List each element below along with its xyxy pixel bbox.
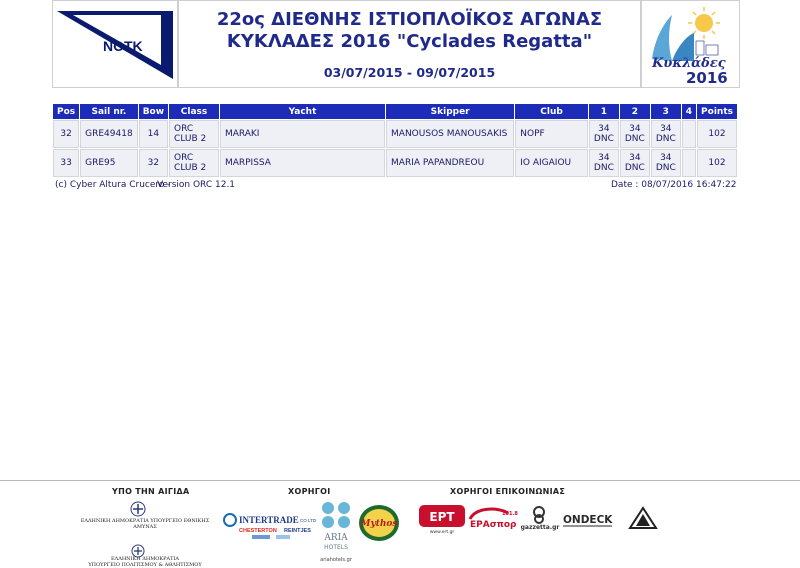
gazzetta-text: gazzetta.gr	[520, 524, 560, 531]
cell-pos: 32	[53, 120, 79, 148]
cell-race-4	[682, 120, 696, 148]
column-header-yacht[interactable]: Yacht	[220, 104, 385, 119]
race-score: 34	[660, 153, 672, 163]
mythos-text: Mythos	[360, 519, 398, 529]
aria-url: ariahotels.gr	[320, 557, 352, 562]
column-header-race-4[interactable]: 4	[682, 104, 696, 119]
race-code: DNC	[624, 163, 645, 173]
cell-race-3	[651, 149, 681, 177]
copyright-text: (c) Cyber Altura Crucero -	[55, 180, 171, 190]
cell-race-4	[682, 149, 696, 177]
cell-sail: GRE49418	[80, 120, 138, 148]
cell-sail: GRE95	[80, 149, 138, 177]
table-header-row	[53, 104, 737, 119]
reintjes-text: REINTJES	[284, 528, 311, 534]
era-text: ΕΡΑσπορ	[470, 520, 517, 530]
hotels-text: HOTELS	[324, 544, 348, 551]
era-sport-logo	[468, 505, 518, 531]
race-code: DNC	[593, 134, 614, 144]
sponsors-divider	[0, 480, 800, 481]
column-header-pos[interactable]: Pos	[53, 104, 79, 119]
column-header-skipper[interactable]: Skipper	[386, 104, 514, 119]
ministry-defence-text: ΕΛΛΗΝΙΚΗ ΔΗΜΟΚΡΑΤΙΑ ΥΠΟΥΡΓΕΙΟ ΕΘΝΙΚΗΣ ΑΜΥΝΑΣ	[80, 518, 210, 530]
report-date: Date : 08/07/2016	[611, 180, 694, 190]
cell-class: ORC CLUB 2	[169, 120, 219, 148]
ministry-culture-line1: ΕΛΛΗΝΙΚΗ ΔΗΜΟΚΡΑΤΙΑ	[110, 556, 180, 562]
cell-bow: 32	[139, 149, 168, 177]
ert-text: ΕΡΤ	[429, 510, 455, 524]
cell-race-2	[620, 120, 650, 148]
gazzetta-logo	[520, 505, 560, 531]
cell-class: ORC CLUB 2	[169, 149, 219, 177]
version-text: Version ORC 12.1	[157, 180, 236, 190]
column-header-race-3[interactable]: 3	[651, 104, 681, 119]
column-header-sail[interactable]: Sail nr.	[80, 104, 138, 119]
race-code: DNC	[624, 134, 645, 144]
race-code: DNC	[655, 134, 676, 144]
cell-club: IO AIGAIOU	[515, 149, 588, 177]
event-dates: 03/07/2015 - 09/07/2015	[323, 65, 496, 80]
ert-url: www.ert.gr	[429, 530, 455, 534]
results-table	[52, 103, 738, 178]
column-header-race-2[interactable]: 2	[620, 104, 650, 119]
race-score: 34	[598, 153, 610, 163]
race-score: 34	[629, 153, 641, 163]
cell-skipper: MANOUSOS MANOUSAKIS	[386, 120, 514, 148]
intertrade-text: INTERTRADE	[239, 515, 299, 525]
page-title-line2: ΚΥΚΛΑΔΕΣ 2016 "Cyclades Regatta"	[226, 31, 593, 52]
cyclades-logo-year: 2016	[686, 69, 728, 87]
table-row	[53, 120, 737, 148]
media-sponsors-label: ΧΟΡΗΓΟΙ ΕΠΙΚΟΙΝΩΝΙΑΣ	[450, 487, 566, 496]
ministry-culture-line2: ΥΠΟΥΡΓΕΙΟ ΠΟΛΙΤΙΣΜΟΥ & ΑΘΛΗΤΙΣΜΟΥ	[88, 562, 202, 568]
page-title-line1: 22ος ΔΙΕΘΝΗΣ ΙΣΤΙΟΠΛΟΪΚΟΣ ΑΓΩΝΑΣ	[216, 9, 603, 30]
report-time: 16:47:22	[696, 180, 737, 190]
era-frequency: 101.8	[502, 511, 518, 517]
race-score: 34	[629, 124, 641, 134]
cell-yacht: MARPISSA	[220, 149, 385, 177]
greek-emblem-icon	[130, 501, 146, 517]
column-header-class[interactable]: Class	[169, 104, 219, 119]
sail-triangle-logo	[628, 506, 658, 530]
cell-pos: 33	[53, 149, 79, 177]
cell-bow: 14	[139, 120, 168, 148]
intertrade-suffix: CO LTD	[300, 518, 317, 523]
column-header-bow[interactable]: Bow	[139, 104, 168, 119]
cell-points: 102	[697, 120, 737, 148]
mythos-logo	[357, 503, 401, 543]
club-logo-text: NOTK	[103, 38, 143, 54]
cell-race-2	[620, 149, 650, 177]
cell-race-1	[589, 120, 619, 148]
column-header-club[interactable]: Club	[515, 104, 588, 119]
intertrade-logo	[222, 512, 318, 542]
ondeck-text: ONDECK	[563, 514, 613, 526]
race-score: 34	[598, 124, 610, 134]
cell-race-1	[589, 149, 619, 177]
aria-text: ARIA	[324, 533, 348, 543]
race-code: DNC	[593, 163, 614, 173]
race-code: DNC	[655, 163, 676, 173]
race-score: 34	[660, 124, 672, 134]
cell-yacht: MARAKI	[220, 120, 385, 148]
table-row	[53, 149, 737, 177]
title-box	[178, 0, 641, 88]
ondeck-logo	[562, 509, 614, 529]
club-logo	[52, 0, 178, 88]
under-aegis-label: ΥΠΟ ΤΗΝ ΑΙΓΙΔΑ	[112, 487, 190, 496]
chesterton-text: CHESTERTON	[239, 528, 277, 534]
column-header-race-1[interactable]: 1	[589, 104, 619, 119]
column-header-points[interactable]: Points	[697, 104, 737, 119]
cell-points: 102	[697, 149, 737, 177]
ert-logo	[418, 504, 466, 534]
cell-club: NOPF	[515, 120, 588, 148]
cell-race-3	[651, 120, 681, 148]
aria-hotels-logo	[318, 500, 354, 562]
cyclades-logo-text: Κυκλάδες	[652, 56, 726, 71]
sponsors-label: ΧΟΡΗΓΟΙ	[288, 487, 331, 496]
greek-emblem-icon	[131, 543, 145, 557]
cell-skipper: MARIA PAPANDREOU	[386, 149, 514, 177]
page-header	[52, 0, 740, 88]
cyclades-logo	[641, 0, 740, 88]
